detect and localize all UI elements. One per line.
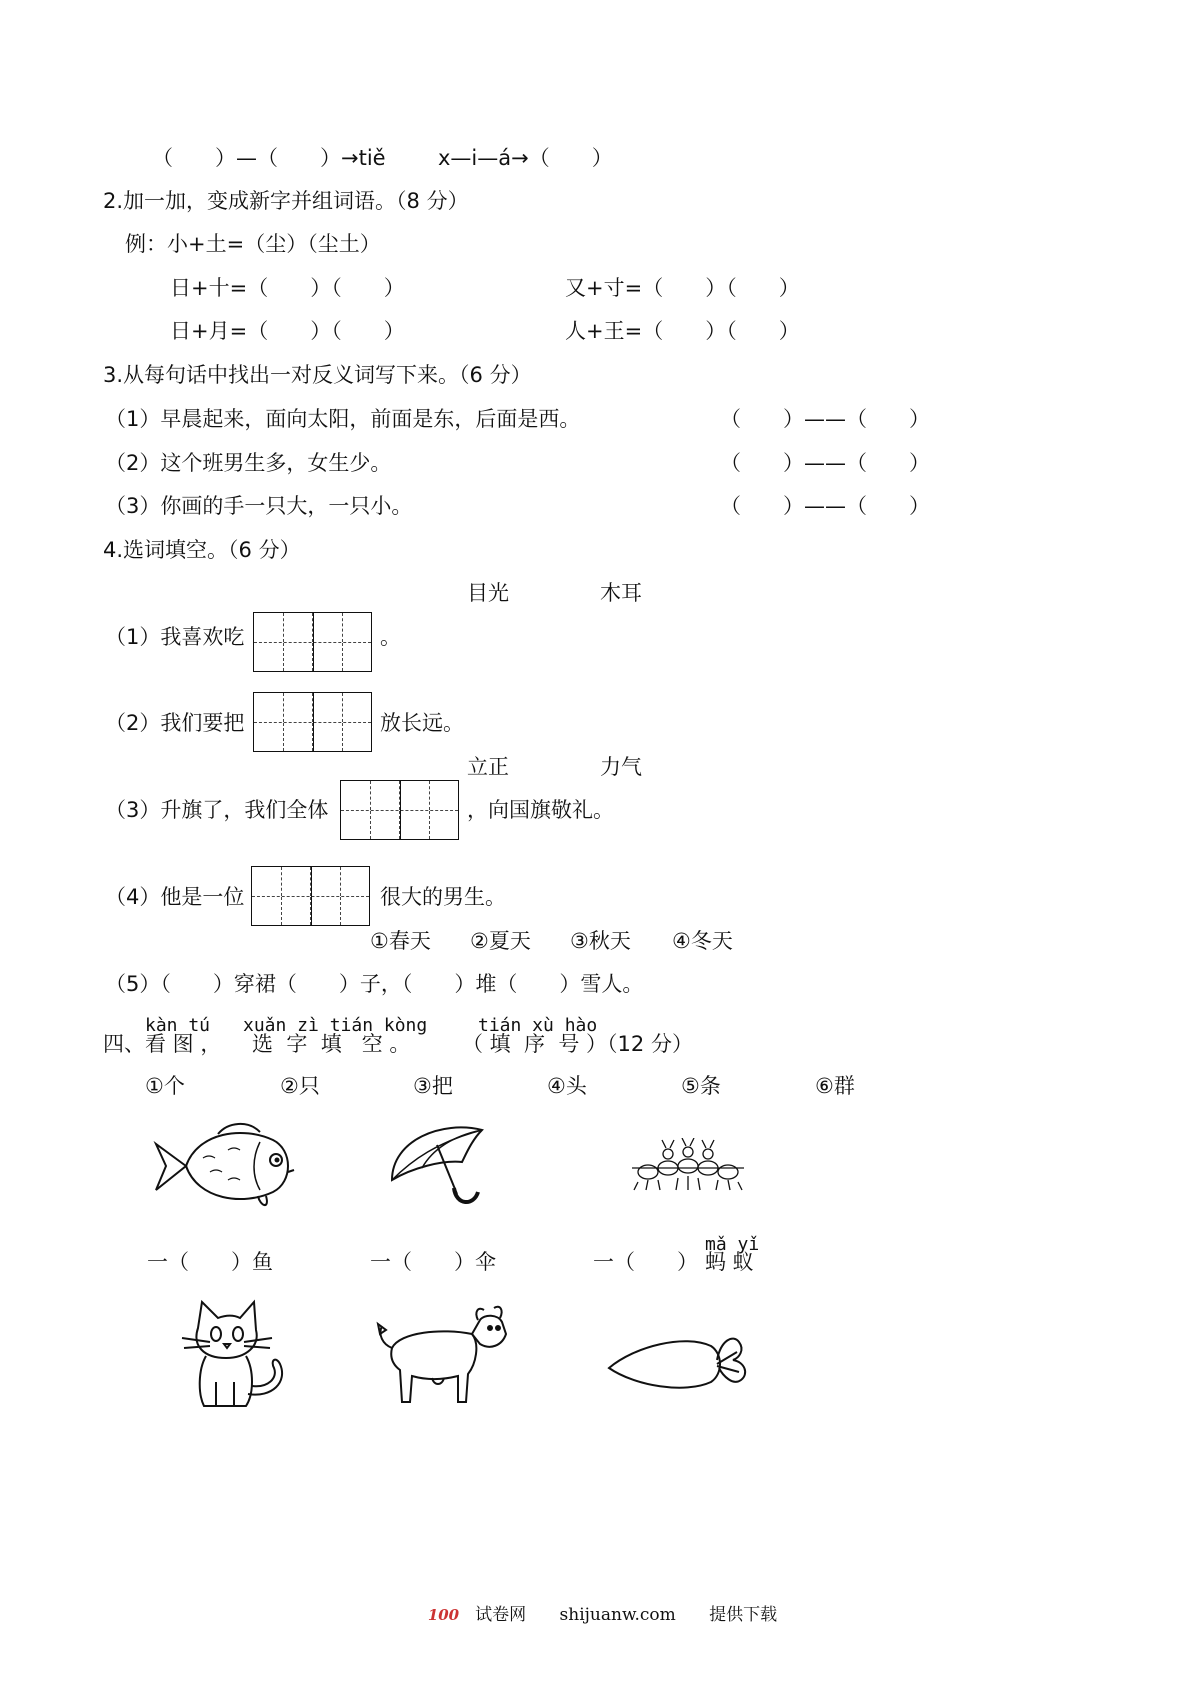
pinyin-kantu: kàn tú: [145, 1015, 211, 1036]
q2-title: 2.加一加，变成新字并组词语。（8 分）: [103, 189, 469, 213]
pinyin-tianxu: tián xù hào: [478, 1015, 598, 1036]
pinyin-blank-left: （ ）—（ ）→tiě: [152, 146, 386, 170]
site-domain: shijuanw.com: [559, 1605, 676, 1625]
cat-picture: [176, 1298, 296, 1413]
radish-picture: [605, 1330, 750, 1398]
pinyin-blank-right: x—i—á→（ ）: [438, 146, 613, 170]
download-note: 提供下载: [709, 1605, 778, 1625]
fish-picture: [148, 1118, 298, 1214]
word-mayi: 蚂 蚁: [705, 1250, 754, 1274]
q3-blank-2: （ ）——（ ）: [720, 451, 930, 475]
q4-s3-post: ，向国旗敬礼。: [467, 798, 614, 822]
word-option-a2: 木耳: [600, 581, 642, 605]
tianzige-box-3[interactable]: [340, 780, 459, 840]
ants-picture: [628, 1138, 748, 1196]
q4-s1-pre: （1）我喜欢吃: [105, 625, 245, 649]
sec4-title-a: 四、看 图 ，: [103, 1032, 222, 1056]
cow-picture: [372, 1304, 512, 1412]
q3-title: 3.从每句话中找出一对反义词写下来。（6 分）: [103, 363, 532, 387]
sec4-title-b: 选 字 填 空 。: [252, 1032, 411, 1056]
q3-sentence-1: （1）早晨起来，面向太阳，前面是东，后面是西。: [105, 407, 581, 431]
q2-item-4: 人+王=（ ）（ ）: [565, 319, 800, 343]
tianzige-box-2[interactable]: [253, 692, 372, 752]
pinyin-xuanzi: xuǎn zì tián kòng: [243, 1015, 428, 1036]
q3-sentence-2: （2）这个班男生多，女生少。: [105, 451, 392, 475]
word-option-b1: 立正: [467, 755, 509, 779]
q4-s4-pre: （4）他是一位: [105, 885, 245, 909]
season-option-1: ①春天: [370, 929, 431, 953]
q2-item-2: 又+寸=（ ）（ ）: [565, 276, 800, 300]
site-logo: [414, 1605, 526, 1625]
q2-item-1: 日+十=（ ）（ ）: [170, 276, 405, 300]
sec4-title-c: （ 填 序 号 ）（12 分）: [462, 1032, 693, 1056]
season-option-2: ②夏天: [470, 929, 531, 953]
q3-blank-3: （ ）——（ ）: [720, 494, 930, 518]
q3-blank-1: （ ）——（ ）: [720, 407, 930, 431]
q4-s4-post: 很大的男生。: [380, 885, 506, 909]
q4-s1-post: 。: [380, 625, 401, 649]
measure-word-4: ④头: [547, 1074, 587, 1098]
word-option-b2: 力气: [600, 755, 642, 779]
q2-item-3: 日+月=（ ）（ ）: [170, 319, 405, 343]
logo-number: 100: [427, 1606, 460, 1624]
measure-word-3: ③把: [413, 1074, 453, 1098]
measure-word-6: ⑥群: [815, 1074, 855, 1098]
umbrella-picture: [382, 1120, 492, 1216]
tianzige-box-4[interactable]: [251, 866, 370, 926]
tianzige-box-1[interactable]: [253, 612, 372, 672]
measure-word-2: ②只: [280, 1074, 320, 1098]
page-footer: [0, 1600, 1191, 1625]
measure-word-5: ⑤条: [681, 1074, 721, 1098]
blank-umbrella: 一（ ）伞: [370, 1250, 496, 1274]
q4-s2-pre: （2）我们要把: [105, 711, 245, 735]
q4-s5: （5）（ ）穿裙（ ）子，（ ）堆（ ）雪人。: [105, 972, 644, 996]
measure-word-1: ①个: [145, 1074, 185, 1098]
logo-text: 试卷网: [475, 1605, 527, 1625]
q4-s2-post: 放长远。: [380, 711, 464, 735]
q3-sentence-3: （3）你画的手一只大，一只小。: [105, 494, 413, 518]
season-option-4: ④冬天: [672, 929, 733, 953]
q4-s3-pre: （3）升旗了，我们全体: [105, 798, 329, 822]
season-option-3: ③秋天: [570, 929, 631, 953]
pinyin-mayi: mǎ yǐ: [705, 1234, 760, 1255]
word-option-a1: 目光: [467, 581, 509, 605]
q4-title: 4.选词填空。（6 分）: [103, 538, 301, 562]
q2-example: 例：小+土=（尘）（尘土）: [125, 232, 381, 256]
blank-ants: 一（ ）: [593, 1250, 698, 1274]
blank-fish: 一（ ）鱼: [147, 1250, 273, 1274]
